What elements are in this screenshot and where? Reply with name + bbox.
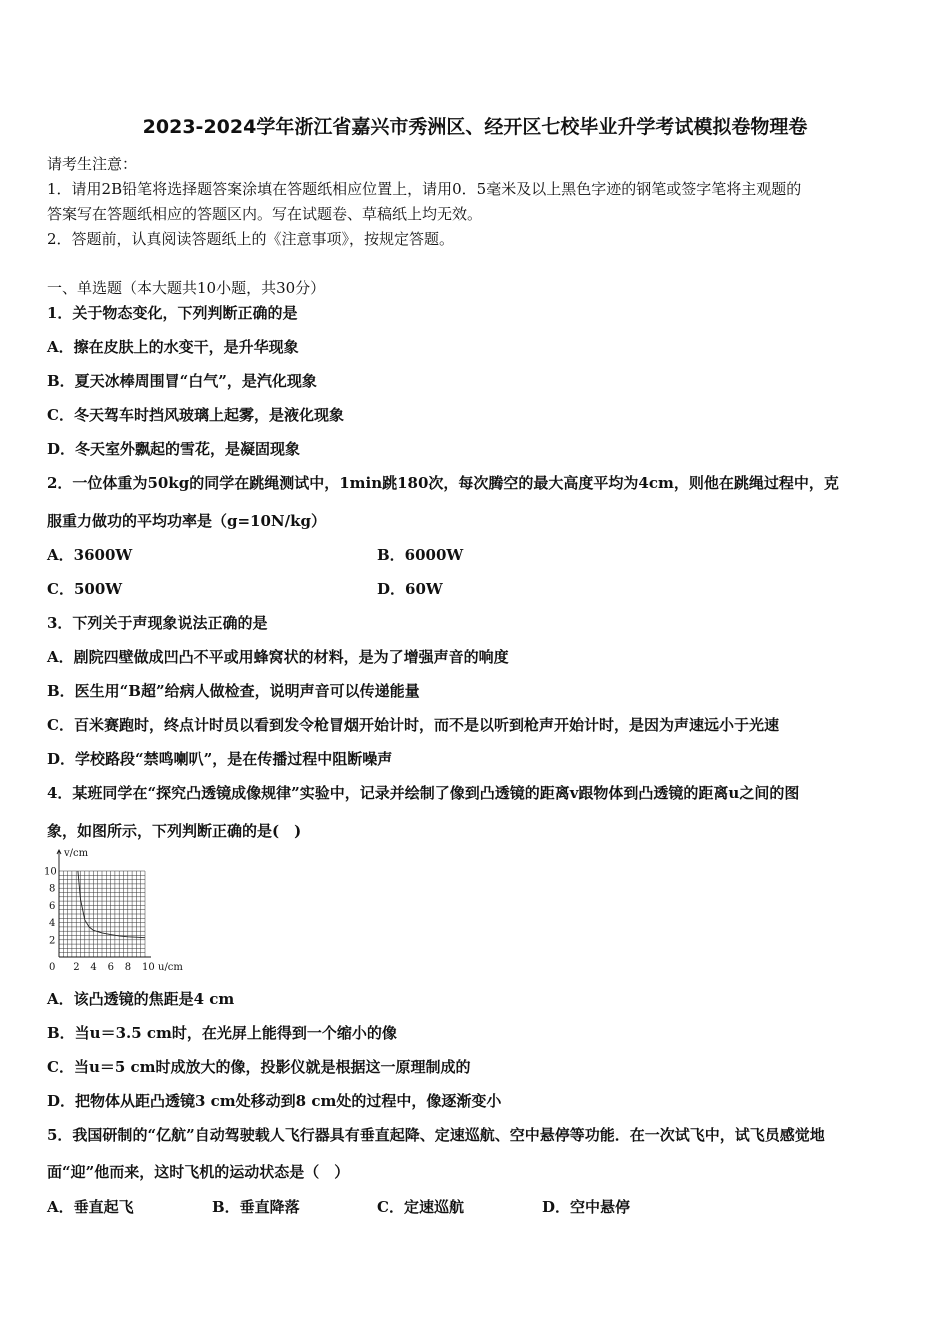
- graph-curve: [78, 871, 145, 938]
- notice-line-2: 2．答题前，认真阅读答题纸上的《注意事项》，按规定答题。: [47, 230, 455, 248]
- y-tick-label: 6: [49, 900, 56, 912]
- q1-option-a: A．擦在皮肤上的水变干，是升华现象: [47, 338, 299, 356]
- q2-stem-1: 2．一位体重为50kg的同学在跳绳测试中，1min跳180次，每次腾空的最大高度平均为4cm，则他在跳绳过程中，克: [47, 474, 839, 492]
- q1-option-b: B．夏天冰棒周围冒“白气”，是汽化现象: [47, 372, 317, 390]
- q2-option-c: C．500W: [47, 580, 123, 598]
- q4-option-a: A．该凸透镜的焦距是4 cm: [47, 990, 235, 1008]
- q5-option-d: D．空中悬停: [542, 1198, 631, 1216]
- q3-option-d: D．学校路段“禁鸣喇叭”，是在传播过程中阻断噪声: [47, 750, 393, 768]
- x-tick-label: 4: [90, 962, 97, 973]
- q1-option-c: C．冬天驾车时挡风玻璃上起雾，是液化现象: [47, 406, 344, 424]
- y-tick-label: 10: [44, 866, 57, 878]
- q5-stem-2: 面“迎”他而来，这时飞机的运动状态是（ ）: [47, 1163, 350, 1181]
- q3-stem: 3．下列关于声现象说法正确的是: [47, 614, 268, 632]
- q2-stem-2: 服重力做功的平均功率是（g=10N/kg）: [47, 512, 327, 530]
- q4-stem-2: 象，如图所示，下列判断正确的是( ): [47, 822, 302, 840]
- q1-option-d: D．冬天室外飘起的雪花，是凝固现象: [47, 440, 301, 458]
- notice-line-1b: 答案写在答题纸相应的答题区内。写在试题卷、草稿纸上均无效。: [47, 205, 483, 223]
- q5-stem-1: 5．我国研制的“亿航”自动驾驶载人飞行器具有垂直起降、定速巡航、空中悬停等功能．在一次试飞中，试飞员感觉地: [47, 1126, 825, 1144]
- q4-option-b: B．当u＝3.5 cm时，在光屏上能得到一个缩小的像: [47, 1024, 397, 1042]
- q5-option-b: B．垂直降落: [212, 1198, 300, 1216]
- q4-stem-1: 4．某班同学在“探究凸透镜成像规律”实验中，记录并绘制了像到凸透镜的距离v跟物体到凸透镜的距离u之间的图: [47, 784, 800, 802]
- x-tick-label: 10: [142, 962, 155, 973]
- graph-grid: [57, 850, 151, 957]
- page-title: 2023-2024学年浙江省嘉兴市秀洲区、经开区七校毕业升学考试模拟卷物理卷: [142, 116, 808, 138]
- q5-option-a: A．垂直起飞: [47, 1198, 134, 1216]
- y-tick-label: 4: [49, 918, 56, 930]
- q3-option-a: A．剧院四壁做成凹凸不平或用蜂窝状的材料，是为了增强声音的响度: [47, 648, 509, 666]
- q3-option-c: C．百米赛跑时，终点计时员以看到发令枪冒烟开始计时，而不是以听到枪声开始计时，是因为声速远小于光速: [47, 716, 779, 734]
- axes: [57, 850, 151, 957]
- q2-option-a: A．3600W: [47, 546, 133, 564]
- y-tick-label: 8: [49, 883, 56, 895]
- x-tick-label: 8: [124, 962, 132, 973]
- q1-stem: 1．关于物态变化，下列判断正确的是: [47, 304, 298, 322]
- q3-option-b: B．医生用“B超”给病人做检查，说明声音可以传递能量: [47, 682, 420, 700]
- section-heading: 一、单选题（本大题共10小题，共30分）: [47, 279, 326, 297]
- q2-option-b: B．6000W: [377, 546, 464, 564]
- q4-option-c: C．当u＝5 cm时成放大的像，投影仪就是根据这一原理制成的: [47, 1058, 471, 1076]
- uv-graph: [44, 846, 194, 974]
- q2-option-d: D．60W: [377, 580, 443, 598]
- x-tick-label: 6: [107, 962, 114, 973]
- x-tick-label: 2: [73, 962, 80, 973]
- x-axis-label: u/cm: [158, 962, 183, 973]
- x-tick-label: 0: [49, 962, 56, 973]
- q5-option-c: C．定速巡航: [377, 1198, 464, 1216]
- notice-heading: 请考生注意：: [47, 155, 138, 173]
- y-tick-label: 2: [49, 935, 56, 947]
- q4-option-d: D．把物体从距凸透镜3 cm处移动到8 cm处的过程中，像逐渐变小: [47, 1092, 502, 1110]
- notice-line-1: 1．请用2B铅笔将选择题答案涂填在答题纸相应位置上，请用0．5毫米及以上黑色字迹的钢笔或签字笔将主观题的: [47, 180, 802, 198]
- y-axis-label: v/cm: [64, 848, 89, 859]
